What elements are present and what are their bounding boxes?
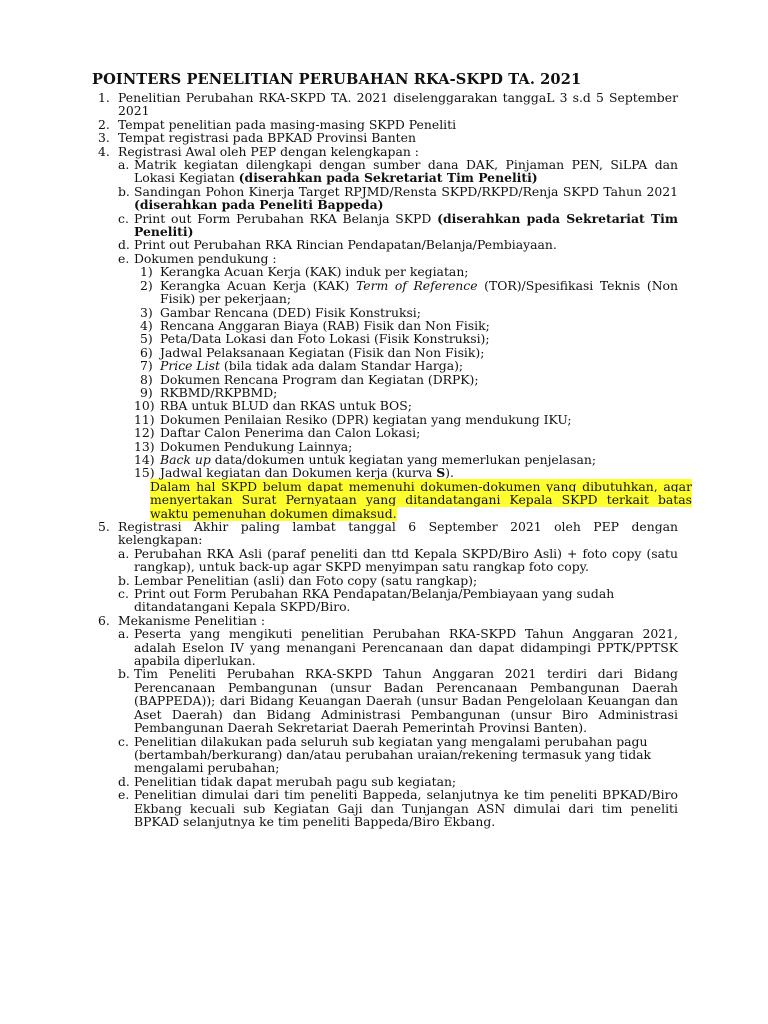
doc-text: Gambar Rencana (DED) Fisik Konstruksi; (160, 304, 421, 320)
doc-number: 6) (140, 344, 153, 360)
item-number: 6. (98, 612, 110, 628)
doc-text: Peta/Data Lokasi dan Foto Lokasi (Fisik Konstruksi); (160, 331, 490, 347)
sub-item-6a (118, 627, 678, 667)
doc-number: 4) (140, 317, 153, 333)
main-list (92, 90, 692, 829)
doc-text: RKBMD/RKPBMD; (160, 384, 278, 400)
sub-item-4e (118, 250, 692, 521)
doc-text-part: (TOR)/Spesifikasi Teknis (Non Fisik) per pekerjaan; (160, 277, 678, 307)
item-number: 2. (98, 116, 110, 132)
sub-item-4a (118, 158, 678, 185)
document-title: POINTERS PENELITIAN PERUBAHAN RKA-SKPD TA. 2021 (92, 71, 582, 88)
item-text: Penelitian Perubahan RKA-SKPD TA. 2021 diselenggarakan tanggaL 3 s.d 5 September 2021 (118, 90, 678, 119)
doc-text-part: data/dokumen untuk kegiatan yang memerlukan penjelasan; (210, 451, 597, 467)
sub-item-6e (118, 788, 678, 828)
doc-number: 3) (140, 304, 153, 320)
sub-item-text: Penelitian dilakukan pada seluruh sub kegiatan yang mengalami perubahan pagu (bertambah/berkurang) dan/atau perubahan uraian/rekening termasuk yang tidak mengalami perubahan; (134, 733, 652, 776)
sub-item-4b (118, 185, 678, 212)
highlighted-note-text: Dalam hal SKPD belum dapat memenuhi dokumen-dokumen yang dibutuhkan, agar menyertakan Surat Pernyataan yang ditandatangani Kepala SKPD terkait batas waktu pemenuhan dokumen dimaksud. (150, 478, 692, 521)
doc-text-part: ). (445, 465, 454, 481)
sub-item-6c (118, 735, 678, 775)
doc-text: Rencana Anggaran Biaya (RAB) Fisik dan Non Fisik; (160, 317, 490, 333)
doc-item (134, 265, 678, 278)
doc-number: 12) (134, 425, 155, 441)
item-number: 3. (98, 130, 110, 146)
doc-text-bold: S (436, 465, 446, 481)
doc-text: Dokumen Penilaian Resiko (DPR) kegiatan yang mendukung IKU; (160, 411, 572, 427)
doc-item (134, 399, 678, 412)
sub-item-text: Penelitian dimulai dari tim peneliti Bappeda, selanjutnya ke tim peneliti BPKAD/Biro Ekbang kecuali sub Kegiatan Gaji dan Tunjangan ASN dimulai dari tim peneliti BPKAD selanjutnya ke tim peneliti Bappeda/Biro Ekbang. (134, 787, 678, 829)
doc-item (134, 332, 678, 345)
doc-text: RBA untuk BLUD dan RKAS untuk BOS; (160, 398, 412, 414)
list-item-6 (92, 614, 678, 829)
sub-item-letter: a. (118, 626, 130, 642)
sub-item-text: Lembar Penelitian (asli) dan Foto copy (satu rangkap); (134, 572, 478, 588)
sub-item-text: Print out Perubahan RKA Rincian Pendapatan/Belanja/Pembiayaan. (134, 237, 557, 253)
doc-item (134, 466, 678, 479)
doc-item (134, 426, 678, 439)
doc-number: 15) (134, 465, 155, 481)
doc-number: 8) (140, 371, 153, 387)
item-number: 1. (98, 90, 110, 105)
item-text: Registrasi Awal oleh PEP dengan kelengkapan : (118, 143, 419, 159)
doc-item (134, 279, 678, 306)
sub-item-letter: e. (118, 787, 130, 803)
sub-item-5c (118, 587, 678, 614)
list-item-1 (92, 91, 678, 118)
sub-item-letter: b. (118, 183, 130, 199)
sub-item-letter: c. (118, 586, 129, 602)
sub-item-letter: c. (118, 210, 129, 226)
sub-item-letter: a. (118, 545, 130, 561)
doc-number: 9) (140, 384, 153, 400)
doc-item (134, 359, 678, 372)
doc-text-part: (bila tidak ada dalam Standar Harga); (219, 358, 464, 374)
sublist-5 (118, 547, 678, 614)
doc-text: Daftar Calon Penerima dan Calon Lokasi; (160, 425, 421, 441)
doc-text (160, 453, 678, 466)
doc-text: Jadwal Pelaksanaan Kegiatan (Fisik dan Non Fisik); (160, 344, 485, 360)
item-text: Mekanisme Penelitian : (118, 612, 266, 628)
doc-number: 14) (134, 451, 155, 467)
doc-text: Kerangka Acuan Kerja (KAK) induk per kegiatan; (160, 264, 469, 280)
doc-text (160, 279, 678, 306)
sub-item-bold: (diserahkan pada Sekretariat Tim Peneliti) (238, 170, 538, 186)
doc-item (134, 440, 678, 453)
doc-text (160, 466, 678, 479)
sub-item-4d (118, 238, 678, 251)
sub-item-body: Print out Form Perubahan RKA Belanja SKPD (134, 210, 438, 226)
sub-item-5a (118, 547, 678, 574)
doc-number: 5) (140, 331, 153, 347)
sub-item-letter: c. (118, 733, 129, 749)
doc-number: 1) (140, 264, 153, 280)
sub-item-text: Tim Peneliti Perubahan RKA-SKPD Tahun Anggaran 2021 terdiri dari Bidang Perencanaan Pembangunan (unsur Badan Perencanaan Pembangunan Daerah (BAPPEDA)); dari Bidang Keuangan Daerah (unsur Badan Pengelolaan Keuangan dan Aset Daerah) dan Bidang Administrasi Pembangunan (unsur Biro Administrasi Pembangunan Daerah Sekretariat Daerah Pemerintah Provinsi Banten). (134, 666, 678, 736)
item-text: Registrasi Akhir paling lambat tanggal 6 September 2021 oleh PEP dengan kelengkapan: (118, 519, 678, 548)
doc-item (134, 386, 678, 399)
doc-text-part: Jadwal kegiatan dan Dokumen kerja (kurva (160, 465, 437, 481)
item-text: Tempat registrasi pada BPKAD Provinsi Banten (118, 130, 416, 146)
doc-item (134, 373, 678, 386)
doc-text-part: Kerangka Acuan Kerja (KAK) (160, 277, 356, 293)
sub-item-bold: (diserahkan pada Sekretariat Tim Peneliti) (134, 210, 678, 240)
sub-item-text (134, 185, 678, 212)
sub-item-bold: (diserahkan pada Peneliti Bappeda) (134, 197, 384, 213)
doc-text-italic: Price List (160, 358, 220, 374)
doc-number: 10) (134, 398, 155, 414)
sub-item-letter: b. (118, 572, 130, 588)
doc-number: 11) (134, 411, 155, 427)
sublist-4 (118, 157, 692, 521)
sub-item-letter: a. (118, 157, 130, 173)
sub-item-6d (118, 775, 678, 788)
doc-text: Dokumen Pendukung Lainnya; (160, 438, 353, 454)
doc-text (160, 359, 678, 372)
sub-item-4c (118, 212, 678, 239)
list-item-2 (92, 118, 678, 131)
sub-item-letter: d. (118, 237, 130, 253)
item-text: Tempat penelitian pada masing-masing SKPD Peneliti (118, 116, 457, 132)
doc-text-italic: Term of Reference (355, 277, 478, 293)
doc-item (134, 346, 678, 359)
sub-item-text: Print out Form Perubahan RKA Pendapatan/Belanja/Pembiayaan yang sudah ditandatangani Kepala SKPD/Biro. (134, 586, 615, 615)
highlighted-note (150, 480, 692, 520)
list-item-3 (92, 131, 678, 144)
doc-text-italic: Back up (160, 451, 211, 467)
sub-item-body: Matrik kegiatan dilengkapi dengan sumber dana DAK, Pinjaman PEN, SiLPA dan Lokasi Kegiatan (134, 157, 678, 186)
sub-item-text (134, 212, 678, 239)
supporting-documents-list (134, 265, 678, 480)
doc-number: 13) (134, 438, 155, 454)
sublist-6 (118, 627, 678, 828)
doc-item (134, 306, 678, 319)
item-number: 5. (98, 519, 110, 534)
sub-item-text: Perubahan RKA Asli (paraf peneliti dan ttd Kepala SKPD/Biro Asli) + foto copy (satu rangkap), untuk back-up agar SKPD menyimpan satu rangkap foto copy. (134, 545, 678, 575)
sub-item-body: Sandingan Pohon Kinerja Target RPJMD/Rensta SKPD/RKPD/Renja SKPD Tahun 2021 (134, 183, 678, 199)
sub-item-text: Peserta yang mengikuti penelitian Perubahan RKA-SKPD Tahun Anggaran 2021, adalah Eselon IV yang menangani Perencanaan dan dapat didampingi PPTK/PPTSK apabila diperlukan. (134, 626, 678, 669)
doc-text: Dokumen Rencana Program dan Kegiatan (DRPK); (160, 371, 479, 387)
sub-item-letter: d. (118, 773, 130, 789)
list-item-4 (92, 143, 692, 521)
sub-item-5b (118, 574, 678, 587)
sub-item-letter: e. (118, 250, 130, 266)
item-number: 4. (98, 143, 110, 159)
doc-number: 2) (140, 277, 153, 293)
sub-item-letter: b. (118, 666, 130, 682)
list-item-5 (92, 520, 678, 614)
doc-item (134, 413, 678, 426)
doc-item (134, 453, 678, 466)
sub-item-text: Penelitian tidak dapat merubah pagu sub kegiatan; (134, 773, 457, 789)
doc-item (134, 319, 678, 332)
sub-item-text: Dokumen pendukung : (134, 250, 277, 266)
doc-number: 7) (140, 358, 153, 374)
sub-item-6b (118, 667, 678, 734)
sub-item-text (134, 158, 678, 185)
